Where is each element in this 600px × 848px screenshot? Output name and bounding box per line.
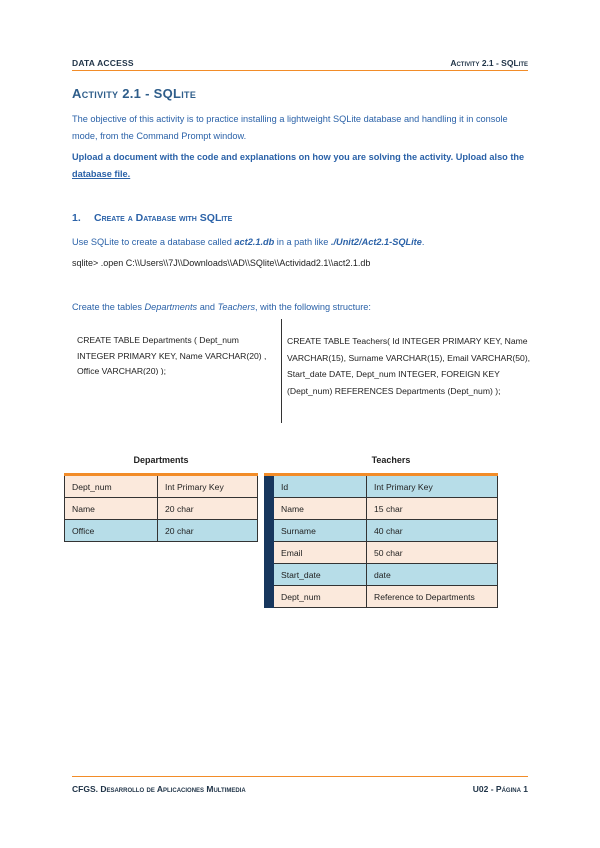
footer-page-number: U02 - Página 1 [472, 784, 528, 794]
table-row [265, 475, 498, 498]
upload-paragraph [72, 149, 532, 182]
db-path: ./Unit2/Act2.1-SQLite [330, 237, 422, 247]
row-gutter [265, 475, 274, 498]
table-name-departments: Departments [144, 302, 198, 312]
table-cell: Int Primary Key [367, 475, 498, 498]
table-cell: 40 char [367, 520, 498, 542]
table-name-teachers: Teachers [217, 302, 256, 312]
table-row [65, 498, 258, 520]
row-gutter [265, 498, 274, 520]
section-number: 1. [72, 212, 81, 224]
section-heading [72, 212, 232, 224]
table-cell: 20 char [158, 498, 258, 520]
table-cell: 15 char [367, 498, 498, 520]
row-gutter [265, 520, 274, 542]
table-cell: date [367, 564, 498, 586]
footer-divider [72, 776, 528, 777]
teachers-table-title: Teachers [371, 455, 411, 465]
table-cell: Email [274, 542, 367, 564]
create-post: , with the following structure: [255, 302, 371, 312]
create-tables-line [72, 302, 371, 312]
table-row [265, 586, 498, 608]
table-cell: 50 char [367, 542, 498, 564]
instruction-post: . [421, 237, 425, 247]
table-row [65, 475, 258, 498]
db-name: act2.1.db [234, 237, 275, 247]
instruction-pre: Use SQLite to create a database called [72, 237, 235, 247]
table-row [65, 520, 258, 542]
section-title: Create a Database with SQLite [94, 212, 233, 224]
footer-left: CFGS. Desarrollo de Aplicaciones Multimedia [72, 784, 246, 794]
row-gutter [265, 564, 274, 586]
table-row [265, 542, 498, 564]
table-cell: Start_date [274, 564, 367, 586]
database-file-link[interactable]: database file. [72, 168, 131, 179]
table-cell: Dept_num [65, 475, 158, 498]
intro-paragraph: The objective of this activity is to practice installing a lightweight SQLite database and handling it in console mode, from the Command Prompt window. [72, 114, 508, 141]
table-cell: Surname [274, 520, 367, 542]
teachers-table [264, 473, 498, 608]
table-cell: Id [274, 475, 367, 498]
table-row [265, 564, 498, 586]
table-row [265, 520, 498, 542]
row-gutter [265, 586, 274, 608]
header-right: Activity 2.1 - SQLite [450, 58, 528, 68]
instruction-mid: in a path like [274, 237, 331, 247]
create-pre: Create the tables [72, 302, 145, 312]
sql-departments: CREATE TABLE Departments ( Dept_num INTEGER PRIMARY KEY, Name VARCHAR(20) , Office VARCHAR(20) ); [77, 335, 267, 375]
sql-teachers: CREATE TABLE Teachers( Id INTEGER PRIMARY KEY, Name VARCHAR(15), Surname VARCHAR(15), Email VARCHAR(50), Start_date DATE, Dept_num INTEGER, FOREIGN KEY (Dept_num) REFERENCES Departments (Dept_num) ); [287, 336, 531, 396]
row-gutter [265, 542, 274, 564]
table-cell: 20 char [158, 520, 258, 542]
instruction-line [72, 237, 424, 247]
table-cell: Int Primary Key [158, 475, 258, 498]
departments-table [64, 473, 258, 542]
table-cell: Reference to Departments [367, 586, 498, 608]
table-cell: Name [274, 498, 367, 520]
table-cell: Office [65, 520, 158, 542]
sqlite-command: sqlite> .open C:\\Users\\7J\\Downloads\\AD\\SQlite\\Actividad2.1\\act2.1.db [72, 258, 371, 268]
upload-text: Upload a document with the code and explanations on how you are solving the activity. Upload also the [72, 152, 525, 162]
departments-table-title: Departments [133, 455, 189, 465]
table-cell: Dept_num [274, 586, 367, 608]
sql-column-divider [281, 319, 282, 423]
header-left: DATA ACCESS [72, 58, 134, 68]
create-mid: and [197, 302, 218, 312]
header-divider [72, 70, 528, 71]
table-row [265, 498, 498, 520]
table-cell: Name [65, 498, 158, 520]
page-title: Activity 2.1 - SQLite [72, 86, 197, 101]
